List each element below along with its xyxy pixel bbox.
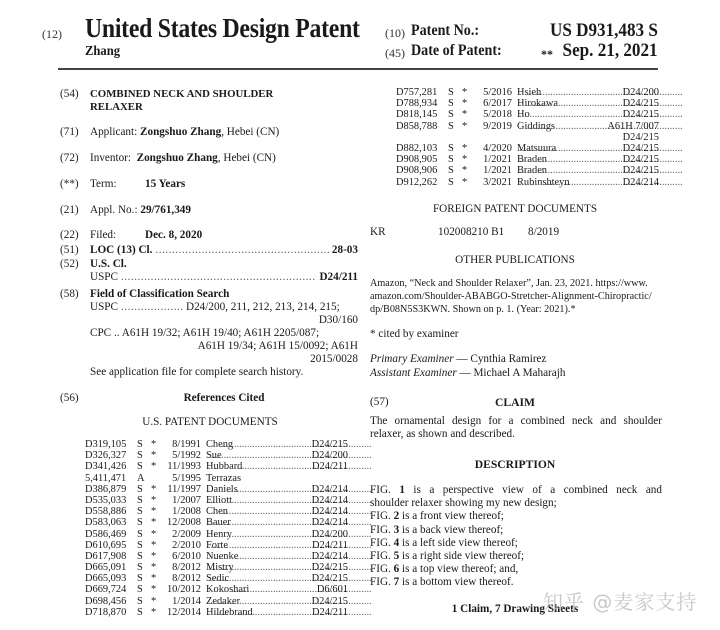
patent-number: D882,103 bbox=[396, 142, 438, 154]
publication-line: dp/B08N5S3KWN. Shown on p. 1. (Year: 2021).* bbox=[370, 304, 576, 315]
patent-number: 5,411,471 bbox=[85, 472, 127, 484]
patent-date: 1/2007 bbox=[172, 494, 201, 506]
foreign-number: 102008210 B1 bbox=[438, 226, 505, 238]
patent-date: 6/2010 bbox=[172, 550, 201, 562]
fig-text: is a left side view thereof; bbox=[399, 536, 518, 549]
patent-date: 8/2012 bbox=[172, 573, 201, 585]
classification-search-label: Field of Classification Search bbox=[90, 288, 230, 300]
classification: D24/215 bbox=[311, 573, 348, 585]
patent-number: D558,886 bbox=[85, 506, 127, 518]
reference-row bbox=[396, 98, 659, 109]
examiner-cited-mark: * bbox=[151, 450, 157, 462]
dot-leader bbox=[121, 271, 316, 284]
patentee-name: Nuenke bbox=[206, 550, 239, 562]
patentee-name: Mistry bbox=[206, 562, 234, 574]
kind-code: S bbox=[137, 439, 143, 450]
kind-code: S bbox=[137, 461, 143, 473]
patent-number: D586,469 bbox=[85, 528, 127, 540]
invention-title-line1: COMBINED NECK AND SHOULDER bbox=[90, 88, 274, 100]
fig-text: is a right side view thereof; bbox=[399, 550, 525, 563]
field-code: (22) bbox=[60, 229, 79, 241]
inventor-location: , Hebei (CN) bbox=[217, 152, 276, 164]
classification: D24/211 bbox=[312, 461, 348, 473]
examiner-cited-mark: * bbox=[151, 550, 157, 562]
patent-date: 1/2021 bbox=[483, 154, 512, 166]
field-classification-search bbox=[60, 288, 360, 383]
classification: D24/214 bbox=[311, 506, 348, 518]
patent-no-label: Patent No.: bbox=[411, 22, 480, 39]
patentee-name: Giddings bbox=[517, 120, 556, 132]
patentee-name: Hubbard bbox=[206, 461, 243, 473]
patent-date: 5/2016 bbox=[483, 87, 512, 98]
patent-number: D610,695 bbox=[85, 539, 127, 551]
other-publication-entry bbox=[370, 277, 665, 316]
header-rule bbox=[58, 68, 658, 70]
patent-date: 8/2012 bbox=[172, 562, 201, 574]
loc-value: 28-03 bbox=[331, 244, 358, 256]
reference-row bbox=[85, 506, 348, 517]
classification: D24/214 bbox=[311, 517, 348, 529]
patent-date: 3/2021 bbox=[483, 176, 512, 188]
field-code: (56) bbox=[60, 392, 79, 404]
examiner-cited-mark: * bbox=[151, 439, 157, 450]
classification: D24/214 bbox=[311, 483, 348, 495]
reference-row bbox=[396, 154, 659, 165]
patent-number: D858,788 bbox=[396, 120, 438, 132]
date-stars: ** bbox=[541, 47, 553, 61]
classification: D24/215 bbox=[622, 109, 659, 121]
examiner-cited-mark: * bbox=[462, 98, 468, 110]
patent-date: 11/1993 bbox=[167, 461, 201, 473]
filed-value: Dec. 8, 2020 bbox=[145, 229, 203, 241]
patent-date: 5/1995 bbox=[172, 472, 201, 484]
classification: D24/215 bbox=[311, 562, 348, 574]
field-code: (72) bbox=[60, 152, 79, 164]
reference-row bbox=[85, 607, 348, 618]
fig-prefix: FIG. bbox=[370, 576, 391, 589]
patentee-name: Forte bbox=[206, 539, 228, 551]
patentee-name: Cheng bbox=[206, 439, 234, 450]
reference-row bbox=[85, 450, 348, 461]
patent-number: US D931,483 S bbox=[550, 20, 658, 41]
figure-description bbox=[370, 563, 662, 576]
other-publications-heading: OTHER PUBLICATIONS bbox=[455, 254, 575, 266]
loc-label: LOC (13) Cl. bbox=[90, 244, 153, 256]
patentee-name: Chen bbox=[206, 506, 228, 518]
kind-code: S bbox=[137, 517, 143, 529]
examiner-cited-mark: * bbox=[462, 165, 468, 177]
patentee-name: Braden bbox=[517, 154, 548, 166]
reference-row bbox=[85, 562, 348, 573]
date-of-patent-label: Date of Patent: bbox=[411, 42, 502, 59]
classification: D24/200 bbox=[311, 450, 348, 462]
reference-row bbox=[85, 540, 348, 551]
patent-number: D912,262 bbox=[396, 176, 438, 188]
fig-text: is a top view thereof; and, bbox=[399, 563, 519, 576]
examiner-cited-mark: * bbox=[151, 494, 157, 506]
kind-code: S bbox=[448, 109, 454, 121]
kind-code: S bbox=[137, 562, 143, 574]
classification: D24/214 bbox=[311, 494, 348, 506]
kind-code: A bbox=[137, 472, 145, 484]
inventor-name: Zongshuo Zhang bbox=[136, 152, 218, 164]
applicant-name: Zongshuo Zhang bbox=[140, 126, 222, 138]
uspc-value: D24/211 bbox=[319, 271, 358, 283]
cited-by-examiner-note: * cited by examiner bbox=[370, 328, 459, 340]
classification: D24/211 bbox=[312, 539, 348, 551]
doc-type-code: (12) bbox=[42, 27, 62, 41]
fig-number: 7 bbox=[393, 576, 400, 589]
fig-prefix: FIG. bbox=[370, 510, 391, 523]
patentee-name: Bauer bbox=[206, 517, 231, 529]
field-code: (58) bbox=[60, 288, 79, 300]
patent-number: D665,091 bbox=[85, 562, 127, 574]
kind-code: S bbox=[137, 550, 143, 562]
kind-code: S bbox=[137, 506, 143, 518]
patentee-name: Hsieh bbox=[517, 87, 542, 98]
patent-date: 10/2012 bbox=[166, 584, 201, 596]
references-cited-heading: References Cited bbox=[183, 392, 265, 404]
examiner-cited-mark: * bbox=[151, 562, 157, 574]
patent-date: 5/1992 bbox=[172, 450, 201, 462]
fig-number: 2 bbox=[393, 510, 400, 523]
reference-row bbox=[85, 596, 348, 607]
classification-secondary: D24/215 bbox=[622, 131, 659, 143]
term-label: Term: bbox=[90, 178, 117, 190]
kind-code: S bbox=[137, 584, 143, 596]
reference-row bbox=[85, 529, 348, 540]
us-cl-label: U.S. Cl. bbox=[90, 258, 127, 270]
classification: D24/211 bbox=[312, 606, 348, 618]
field-code: (51) bbox=[60, 244, 79, 256]
fig-text: is a perspective view of a combined neck and bbox=[404, 484, 662, 496]
classification: A61H 7/007 bbox=[607, 120, 659, 132]
patent-number: D665,093 bbox=[85, 573, 127, 585]
field-code: (21) bbox=[60, 204, 79, 216]
examiner-cited-mark: * bbox=[151, 517, 157, 529]
kind-code: S bbox=[448, 87, 454, 98]
patentee-name: Daniels bbox=[206, 483, 238, 495]
fig-text: is a front view thereof; bbox=[399, 510, 504, 523]
examiner-cited-mark: * bbox=[462, 109, 468, 121]
us-patent-documents-heading: U.S. PATENT DOCUMENTS bbox=[142, 416, 278, 428]
reference-row bbox=[85, 517, 348, 528]
patentee-name: Zedaker bbox=[206, 595, 241, 607]
patent-number: D788,934 bbox=[396, 98, 438, 110]
fig-prefix: FIG. bbox=[370, 523, 391, 536]
search-uspc-label: USPC bbox=[90, 301, 118, 313]
examiner-cited-mark: * bbox=[151, 606, 157, 618]
assistant-examiner-name: — Michael A Maharajh bbox=[456, 367, 566, 379]
classification: D24/215 bbox=[622, 98, 659, 110]
reference-row bbox=[396, 143, 659, 154]
classification: D24/200 bbox=[622, 87, 659, 98]
figure-description bbox=[370, 484, 662, 497]
fig-number: 6 bbox=[393, 563, 400, 576]
patentee-name: Matsuura bbox=[517, 142, 557, 154]
reference-row-continuation bbox=[396, 132, 659, 143]
patent-number: D757,281 bbox=[396, 87, 438, 98]
examiner-cited-mark: * bbox=[151, 528, 157, 540]
search-cpc-line2: A61H 19/34; A61H 15/0092; A61H bbox=[197, 340, 358, 352]
kind-code: S bbox=[448, 176, 454, 188]
classification: D24/215 bbox=[622, 142, 659, 154]
patent-date: 1/2014 bbox=[172, 595, 201, 607]
patentee-name: Kokoshari bbox=[206, 584, 250, 596]
reference-row bbox=[85, 439, 348, 450]
dot-leader bbox=[155, 244, 328, 257]
applicant-label: Applicant: bbox=[90, 126, 138, 138]
filed-label: Filed: bbox=[90, 229, 117, 241]
kind-code: S bbox=[137, 595, 143, 607]
patentee-name: Hildebrand bbox=[206, 606, 253, 618]
reference-row bbox=[85, 573, 348, 584]
fig-number: 3 bbox=[393, 523, 400, 536]
patentee-name: Terrazas bbox=[206, 472, 242, 484]
kind-code: S bbox=[448, 165, 454, 177]
kind-code: S bbox=[137, 494, 143, 506]
primary-examiner bbox=[370, 353, 547, 366]
patent-date: 2/2009 bbox=[172, 528, 201, 540]
patent-number: D319,105 bbox=[85, 439, 127, 450]
reference-row bbox=[396, 177, 659, 188]
patent-number: D908,906 bbox=[396, 165, 438, 177]
cpc-values: A61H 19/32; A61H 19/40; A61H 2205/087; bbox=[121, 327, 320, 339]
patent-number: D341,426 bbox=[85, 461, 127, 473]
applicant-location: , Hebei (CN) bbox=[221, 126, 280, 138]
fig-text: is a back view thereof; bbox=[399, 523, 504, 536]
claim-line: relaxer, as shown and described. bbox=[370, 428, 515, 440]
classification: D24/200 bbox=[311, 528, 348, 540]
patent-number: D718,870 bbox=[85, 606, 127, 618]
examiner-cited-mark: * bbox=[151, 595, 157, 607]
examiner-cited-mark: * bbox=[151, 506, 157, 518]
claim-line: The ornamental design for a combined neck and shoulder bbox=[370, 415, 662, 427]
reference-row bbox=[396, 165, 659, 176]
reference-row bbox=[85, 584, 348, 595]
claim-text bbox=[370, 415, 662, 441]
patentee-name: Henry bbox=[206, 528, 232, 540]
date-code: (45) bbox=[385, 46, 405, 60]
search-cpc-line3: 2015/0028 bbox=[310, 353, 358, 365]
field-code: (52) bbox=[60, 258, 79, 270]
kind-code: S bbox=[137, 528, 143, 540]
classification: D24/215 bbox=[622, 154, 659, 166]
patent-number: D326,327 bbox=[85, 450, 127, 462]
field-code: (54) bbox=[60, 88, 79, 100]
figure-description bbox=[370, 524, 662, 537]
figure-description bbox=[370, 537, 662, 550]
search-uspc-line2: D30/160 bbox=[318, 314, 358, 326]
figure-description bbox=[370, 550, 662, 563]
us-patent-list-left bbox=[85, 439, 348, 618]
patent-number: D535,033 bbox=[85, 494, 127, 506]
fig-number: 4 bbox=[393, 536, 400, 549]
fig-number: 5 bbox=[393, 550, 400, 563]
reference-row bbox=[85, 461, 348, 472]
kind-code: S bbox=[448, 98, 454, 110]
foreign-patent-row bbox=[370, 226, 660, 239]
claims-drawing-sheets-summary: 1 Claim, 7 Drawing Sheets bbox=[451, 603, 579, 615]
patentee-name: Elliott bbox=[206, 494, 232, 506]
examiner-cited-mark: * bbox=[462, 176, 468, 188]
fig-prefix: FIG. bbox=[370, 563, 391, 576]
patent-number: D583,063 bbox=[85, 517, 127, 529]
examiner-cited-mark: * bbox=[462, 87, 468, 98]
classification: D24/214 bbox=[311, 550, 348, 562]
kind-code: S bbox=[448, 142, 454, 154]
claim-code: (57) bbox=[370, 396, 389, 408]
kind-code: S bbox=[448, 120, 454, 132]
us-patent-list-right bbox=[396, 87, 659, 188]
kind-code: S bbox=[137, 606, 143, 618]
patent-number: D818,145 bbox=[396, 109, 438, 121]
patent-date: 12/2014 bbox=[166, 606, 201, 618]
kind-code: S bbox=[137, 483, 143, 495]
classification: D6/601 bbox=[316, 584, 348, 596]
claim-heading: CLAIM bbox=[495, 396, 535, 409]
patent-date: 1/2021 bbox=[483, 165, 512, 177]
patentee-name: Hirokawa bbox=[517, 98, 558, 110]
figure-description-continuation: shoulder relaxer showing my new design; bbox=[370, 497, 557, 510]
classification: D24/215 bbox=[622, 165, 659, 177]
document-title: United States Design Patent bbox=[85, 13, 360, 43]
patent-date: 11/1997 bbox=[167, 483, 201, 495]
fig-text: is a bottom view thereof. bbox=[399, 576, 514, 589]
patent-date: 9/2019 bbox=[483, 120, 512, 132]
classification: D24/215 bbox=[311, 595, 348, 607]
figure-description bbox=[370, 510, 662, 523]
fig-number: 1 bbox=[399, 484, 405, 496]
fig-prefix: FIG. bbox=[370, 536, 391, 549]
reference-row bbox=[85, 495, 348, 506]
kind-code: S bbox=[448, 154, 454, 166]
reference-row bbox=[396, 87, 659, 98]
classification: D24/214 bbox=[622, 176, 659, 188]
foreign-patent-documents-heading: FOREIGN PATENT DOCUMENTS bbox=[432, 203, 598, 215]
kind-code: S bbox=[137, 573, 143, 585]
patentee-name: Sedic bbox=[206, 573, 230, 585]
term-value: 15 Years bbox=[145, 178, 186, 190]
inventor-label: Inventor: bbox=[90, 152, 132, 164]
examiner-cited-mark: * bbox=[462, 120, 468, 132]
uspc-label: USPC bbox=[90, 271, 118, 283]
kind-code: S bbox=[137, 539, 143, 551]
patentee-name: Braden bbox=[517, 165, 548, 177]
patent-no-code: (10) bbox=[385, 26, 405, 40]
date-of-patent: Sep. 21, 2021 bbox=[562, 40, 658, 61]
foreign-country: KR bbox=[370, 226, 386, 238]
examiner-cited-mark: * bbox=[462, 154, 468, 166]
patent-date: 5/2018 bbox=[483, 109, 512, 121]
reference-row bbox=[396, 109, 659, 120]
patent-number: D617,908 bbox=[85, 550, 127, 562]
classification: D24/215 bbox=[311, 439, 348, 450]
appl-no-value: 29/761,349 bbox=[140, 204, 191, 216]
reference-row bbox=[85, 484, 348, 495]
patent-date: 1/2008 bbox=[172, 506, 201, 518]
field-code: (**) bbox=[60, 178, 79, 190]
invention-title-line2: RELAXER bbox=[90, 101, 143, 113]
watermark-text: 知乎 @麦家支持 bbox=[543, 590, 698, 614]
patent-date: 6/2017 bbox=[483, 98, 512, 110]
examiner-cited-mark: * bbox=[151, 584, 157, 596]
cpc-label: CPC .. bbox=[90, 327, 120, 339]
patent-date: 2/2010 bbox=[172, 539, 201, 551]
assistant-examiner bbox=[370, 367, 565, 380]
figure-descriptions bbox=[370, 484, 662, 590]
patent-number: D386,879 bbox=[85, 483, 127, 495]
field-us-cl bbox=[60, 258, 360, 286]
search-uspc-line1: D24/200, 211, 212, 213, 214, 215; bbox=[186, 301, 340, 313]
reference-row bbox=[396, 121, 659, 132]
patent-date: 4/2020 bbox=[483, 142, 512, 154]
field-code: (71) bbox=[60, 126, 79, 138]
description-heading: DESCRIPTION bbox=[474, 458, 556, 471]
fig-prefix: FIG. bbox=[370, 550, 391, 563]
patent-date: 12/2008 bbox=[166, 517, 201, 529]
patentee-name: Sue bbox=[206, 450, 222, 462]
field-title bbox=[60, 88, 360, 116]
reference-row bbox=[85, 473, 348, 484]
patent-number: D908,905 bbox=[396, 154, 438, 166]
assistant-examiner-label: Assistant Examiner bbox=[370, 367, 457, 379]
patentee-name: Rubinshteyn bbox=[517, 176, 570, 188]
dot-leader bbox=[121, 301, 183, 314]
publication-line: Amazon, “Neck and Shoulder Relaxer”, Jan. 23, 2021. https://www. bbox=[370, 278, 648, 289]
patentee-name: Ho bbox=[517, 109, 530, 121]
examiner-cited-mark: * bbox=[151, 539, 157, 551]
patent-number: D698,456 bbox=[85, 595, 127, 607]
reference-row bbox=[85, 551, 348, 562]
patent-date: 8/1991 bbox=[172, 439, 201, 450]
search-cpc-line1 bbox=[90, 327, 358, 340]
examiner-cited-mark: * bbox=[151, 461, 157, 473]
inventor-surname: Zhang bbox=[85, 44, 121, 59]
search-history-note: See application file for complete search history. bbox=[90, 366, 304, 378]
primary-examiner-label: Primary Examiner bbox=[370, 353, 454, 365]
examiner-cited-mark: * bbox=[462, 142, 468, 154]
appl-no-label: Appl. No.: bbox=[90, 204, 138, 216]
publication-line: amazon.com/Shoulder-ABABGO-Stretcher-Alignment-Chiropractic/ bbox=[370, 291, 652, 302]
primary-examiner-name: — Cynthia Ramirez bbox=[453, 353, 547, 365]
patent-number: D669,724 bbox=[85, 584, 127, 596]
kind-code: S bbox=[137, 450, 143, 462]
fig-prefix: FIG. bbox=[370, 484, 391, 496]
examiner-cited-mark: * bbox=[151, 573, 157, 585]
examiner-cited-mark: * bbox=[151, 483, 157, 495]
foreign-date: 8/2019 bbox=[528, 226, 560, 238]
